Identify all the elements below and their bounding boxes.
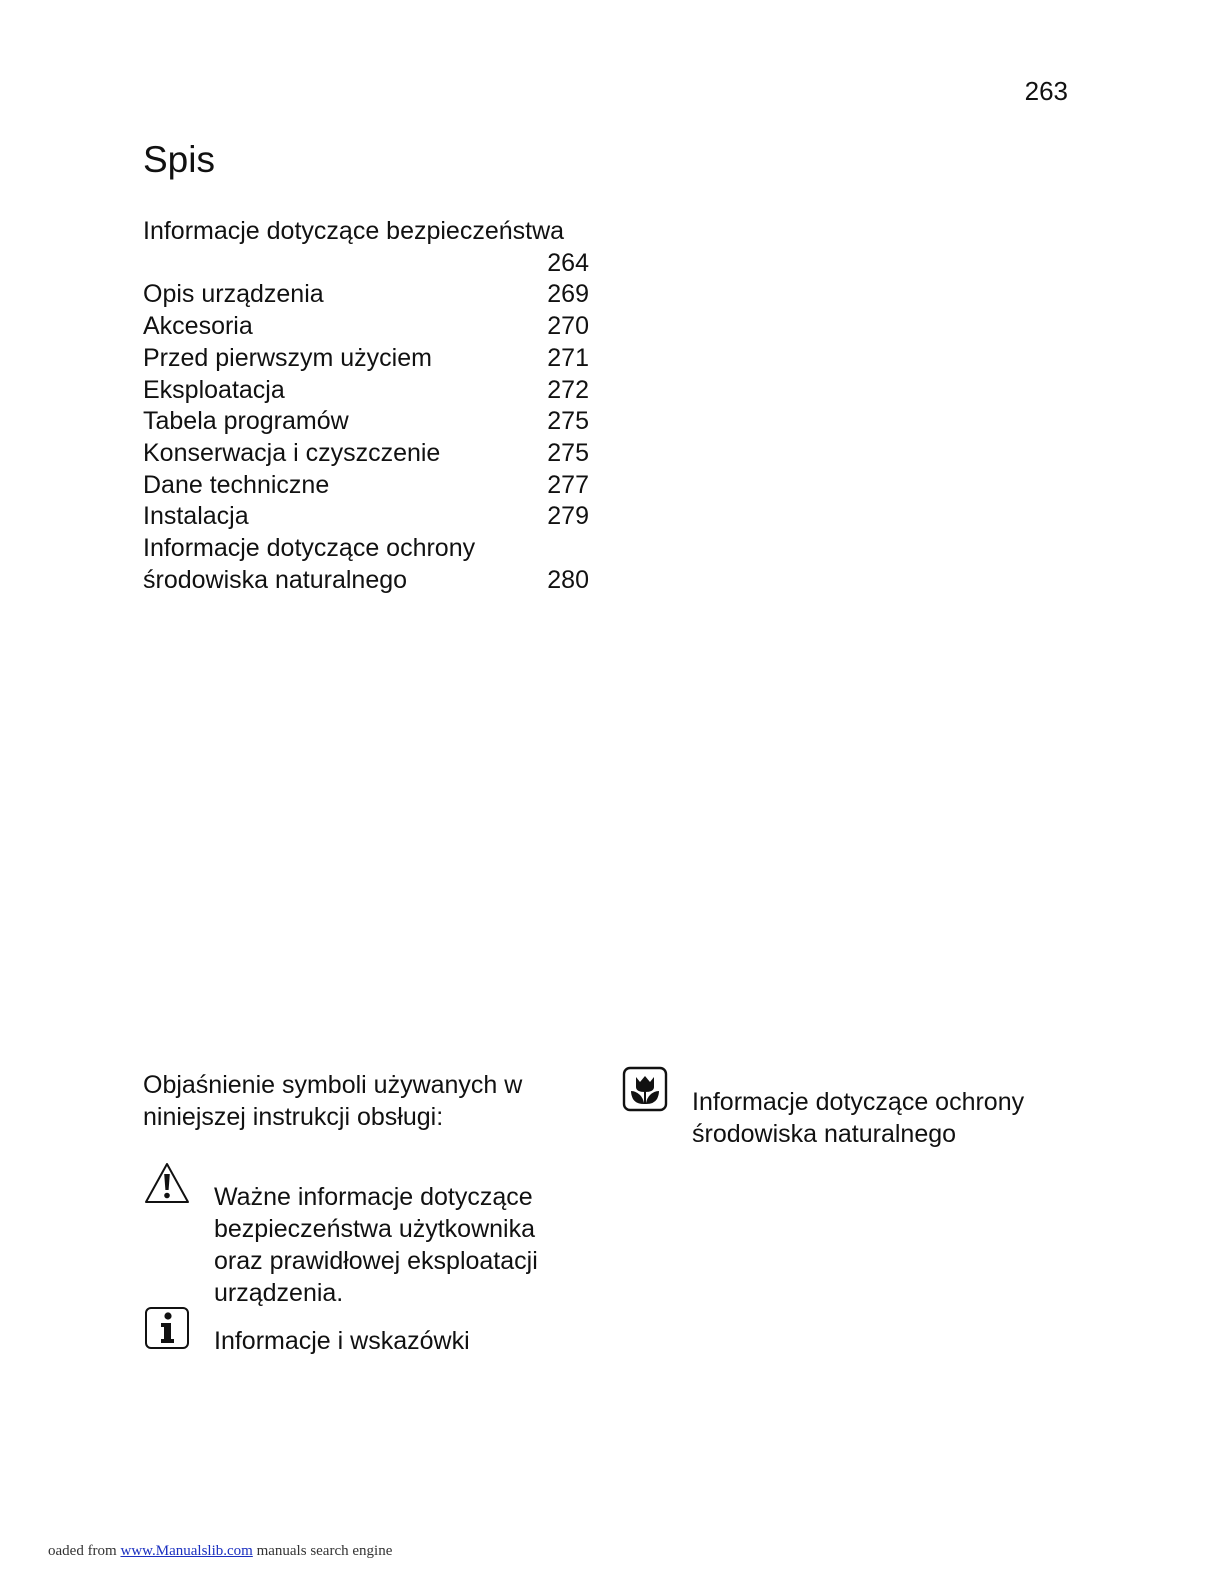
toc-item-before-first-use[interactable] bbox=[143, 343, 589, 375]
environment-flower-icon bbox=[622, 1066, 668, 1112]
footer-prefix: oaded from bbox=[48, 1543, 117, 1559]
toc-item-page: 275 bbox=[547, 407, 589, 436]
warning-triangle-icon bbox=[144, 1161, 190, 1205]
toc-item-page: 264 bbox=[547, 248, 589, 277]
toc-item-installation[interactable] bbox=[143, 501, 589, 533]
toc-item-maintenance[interactable] bbox=[143, 438, 589, 470]
toc-item-program-table[interactable] bbox=[143, 406, 589, 438]
toc-item-page: 270 bbox=[547, 312, 589, 341]
toc-item-label: Tabela programów bbox=[143, 407, 349, 436]
toc-item-description[interactable] bbox=[143, 279, 589, 311]
toc-item-label: Dane techniczne bbox=[143, 470, 330, 499]
toc-item-operation[interactable] bbox=[143, 375, 589, 407]
toc-item-page: 275 bbox=[547, 438, 589, 467]
toc-item-technical-data[interactable] bbox=[143, 470, 589, 502]
toc-item-page: 269 bbox=[547, 280, 589, 309]
environment-legend-text: Informacje dotyczące ochrony środowiska naturalnego bbox=[692, 1088, 1025, 1148]
manualslib-link[interactable]: www.Manualslib.com bbox=[120, 1543, 253, 1559]
warning-legend-text: Ważne informacje dotyczące bezpieczeństwa użytkownika oraz prawidłowej eksploatacji urządzenia. bbox=[214, 1183, 538, 1307]
table-of-contents bbox=[143, 216, 589, 596]
page-title: Spis bbox=[143, 139, 215, 180]
toc-item-environment[interactable] bbox=[143, 533, 589, 596]
footer-suffix: manuals search engine bbox=[256, 1543, 393, 1559]
toc-item-page: 279 bbox=[547, 502, 589, 531]
page-number: 263 bbox=[1024, 76, 1068, 106]
toc-item-page: 277 bbox=[547, 470, 589, 499]
toc-item-page: 272 bbox=[547, 375, 589, 404]
toc-item-label: Instalacja bbox=[143, 502, 249, 531]
toc-item-label-line2: środowiska naturalnego bbox=[143, 565, 408, 594]
toc-item-page: 271 bbox=[547, 343, 589, 372]
toc-item-label: Informacje dotyczące ochrony bbox=[143, 534, 476, 563]
toc-item-label: Opis urządzenia bbox=[143, 280, 324, 309]
footer bbox=[48, 1540, 392, 1562]
toc-item-label: Konserwacja i czyszczenie bbox=[143, 438, 441, 467]
toc-item-label: Informacje dotyczące bezpieczeństwa bbox=[143, 217, 565, 245]
toc-item-page: 280 bbox=[547, 565, 589, 594]
toc-item-label: Eksploatacja bbox=[143, 375, 285, 404]
legend-intro: Objaśnienie symboli używanych w niniejszej instrukcji obsługi: bbox=[143, 1071, 523, 1131]
info-icon bbox=[144, 1306, 190, 1350]
toc-item-label: Przed pierwszym użyciem bbox=[143, 343, 432, 372]
toc-item-accessories[interactable] bbox=[143, 311, 589, 343]
info-legend-text: Informacje i wskazówki bbox=[214, 1327, 470, 1355]
toc-item-label: Akcesoria bbox=[143, 312, 253, 341]
toc-item-safety[interactable] bbox=[143, 216, 589, 279]
